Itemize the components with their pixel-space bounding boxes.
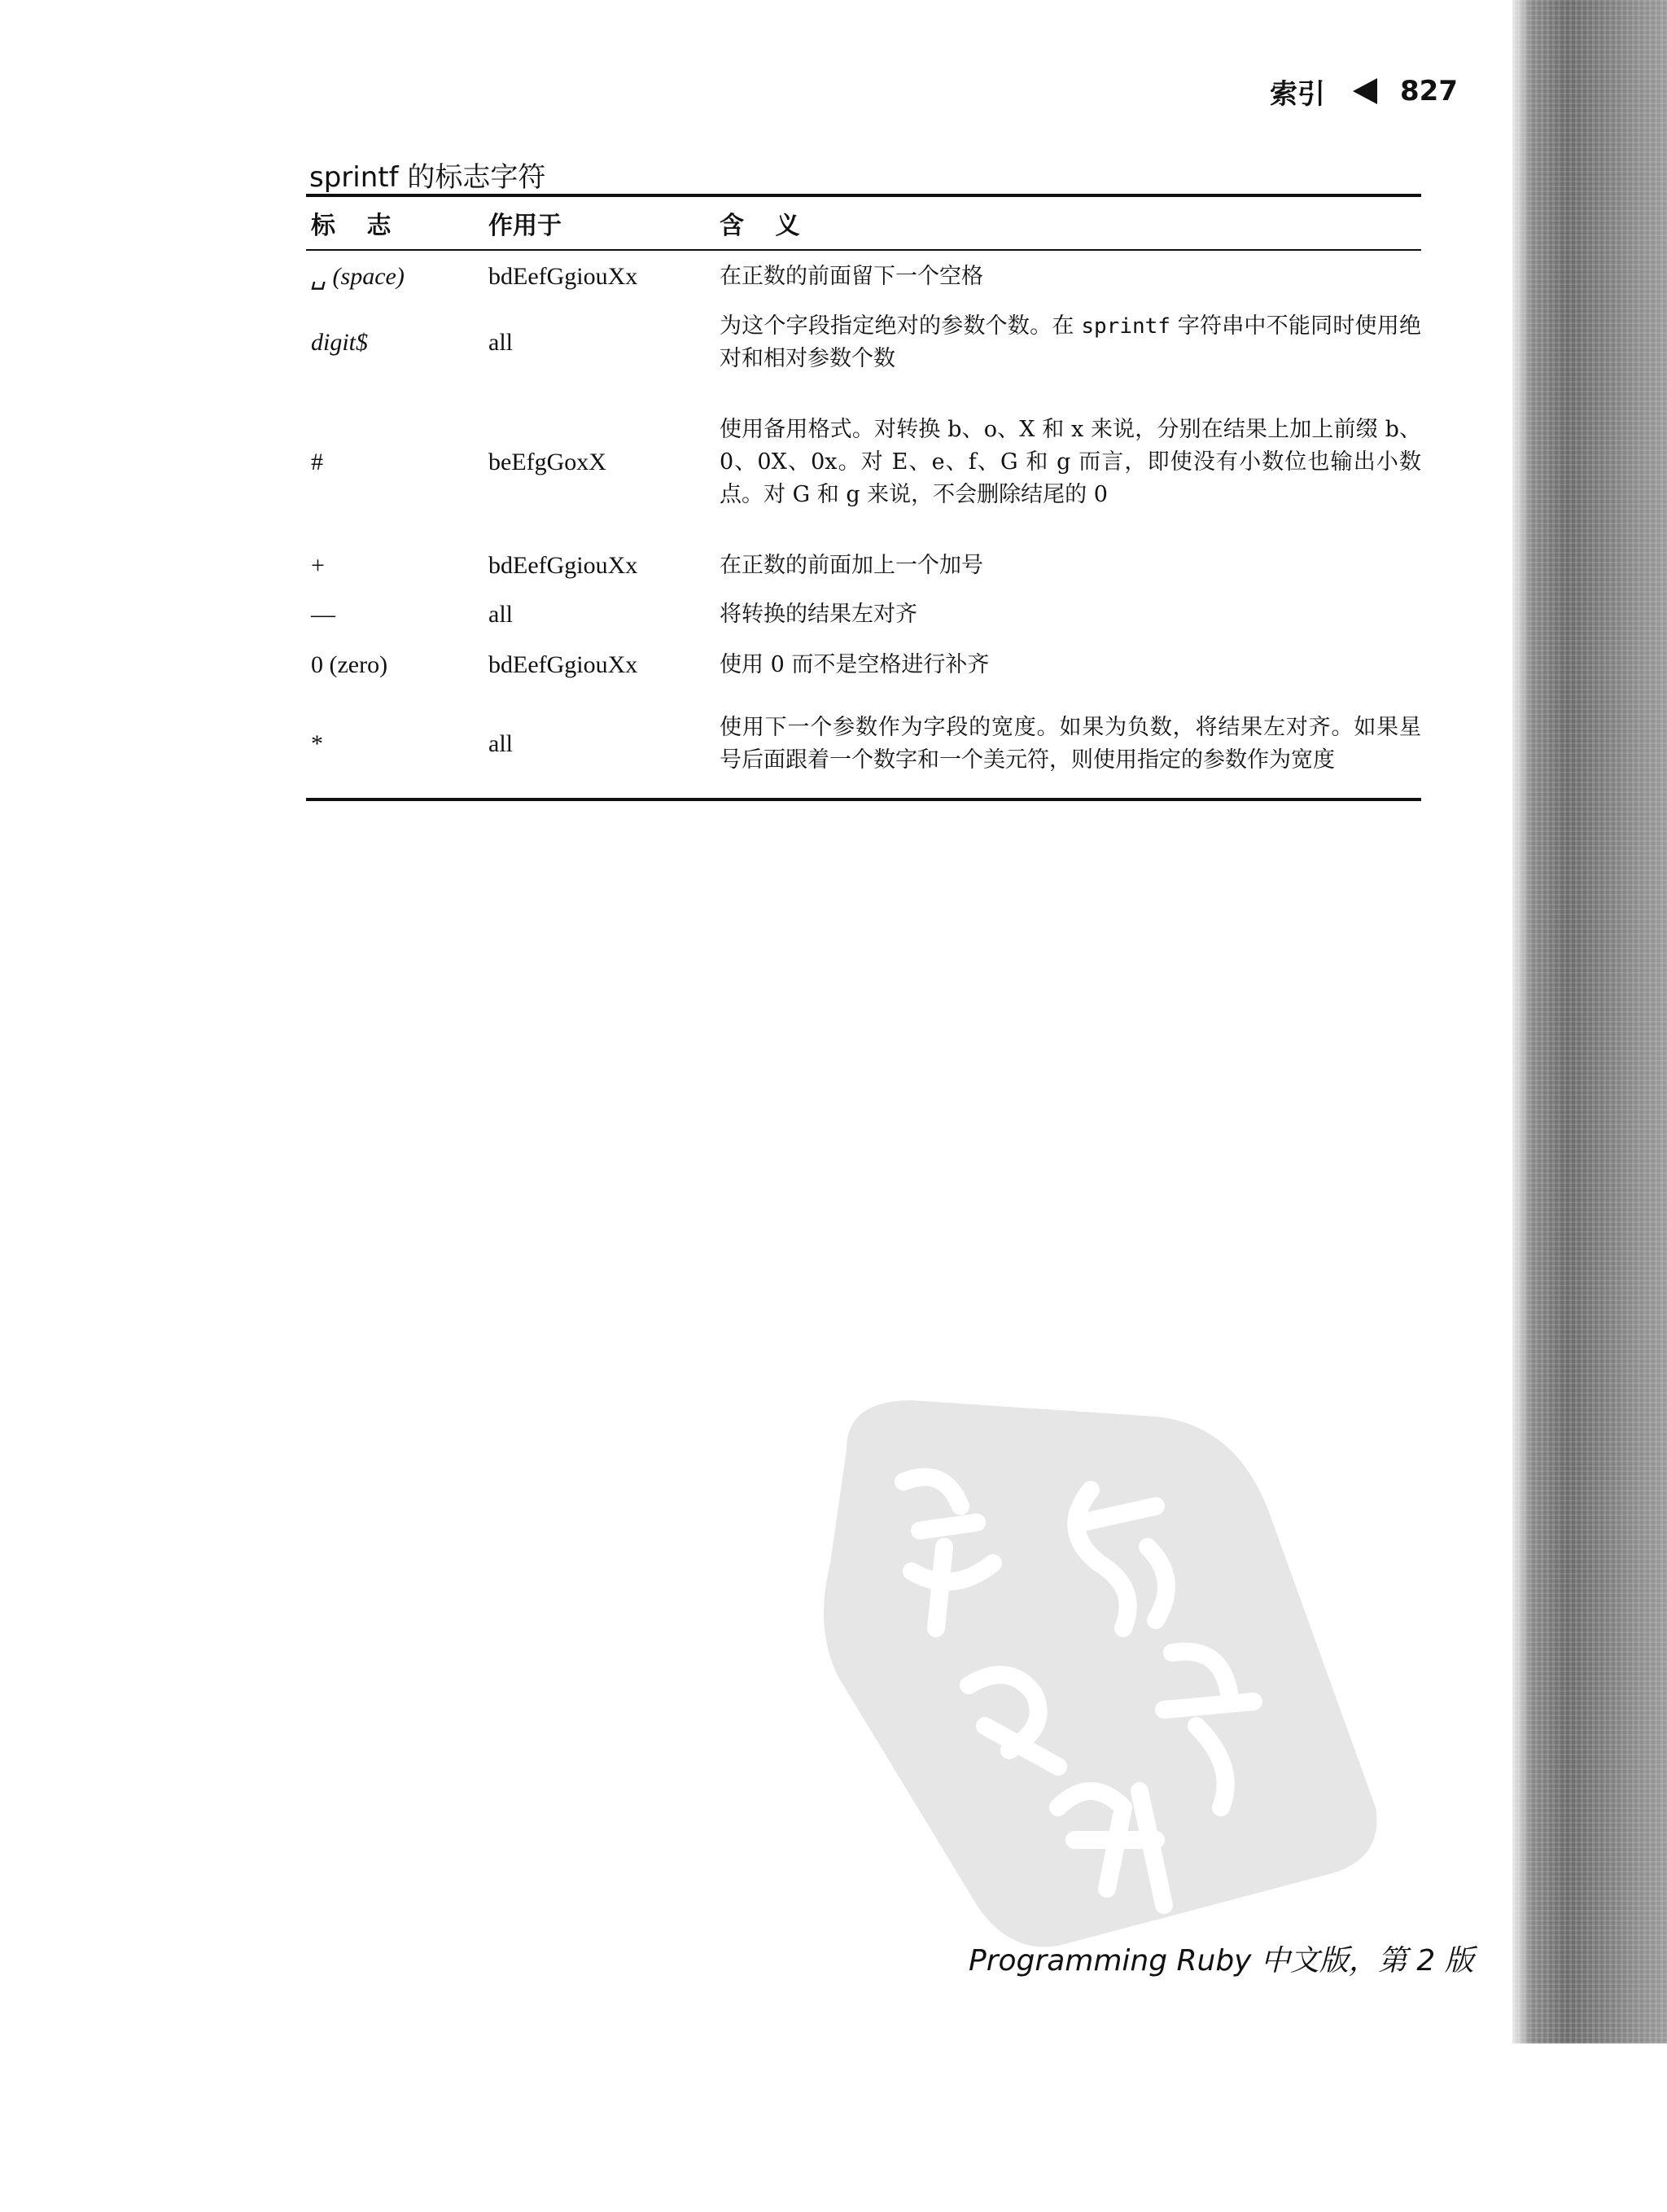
cell-meaning: 使用备用格式。对转换 b、o、X 和 x 来说，分别在结果上加上前缀 b、0、0X、0x。对 E、e、f、G 和 g 而言，即使没有小数位也输出小数点。对 G 和 g 来说，不会删除结尾的 0 (720, 417, 1421, 507)
table-row (306, 690, 1421, 798)
cell-applies-to: all (488, 329, 513, 356)
table-row (306, 542, 1421, 589)
page-footer: Programming Ruby 中文版，第 2 版 (969, 1944, 1474, 1978)
cell-applies-to: bdEefGgiouXx (488, 651, 638, 678)
cell-flag: digit$ (311, 329, 369, 356)
table-header-row (306, 197, 1421, 249)
cell-applies-to: bdEefGgiouXx (488, 552, 638, 579)
table-row (306, 640, 1421, 690)
cell-applies-to: all (488, 730, 513, 757)
page-number: 827 (1400, 75, 1458, 107)
scan-edge-fade (1498, 0, 1530, 2043)
cell-applies-to: bdEefGgiouXx (488, 263, 638, 290)
sprintf-flags-table (306, 194, 1421, 801)
cell-meaning: 将转换的结果左对齐 (720, 602, 917, 627)
header-flag: 标 志 (311, 212, 403, 240)
cell-applies-to: all (488, 601, 513, 628)
cell-applies-to: beEfgGoxX (488, 449, 606, 475)
cell-meaning (720, 310, 1421, 375)
running-head (1270, 72, 1458, 111)
cell-meaning-part-b: 字符串中不能同时使用绝对和相对参数个数 (720, 313, 1421, 371)
cell-flag: — (311, 601, 335, 628)
cell-flag: * (311, 730, 323, 757)
cell-flag: # (311, 449, 323, 475)
table-row (306, 303, 1421, 383)
header-meaning: 含 义 (720, 212, 812, 240)
cell-meaning-code: sprintf (1081, 314, 1170, 339)
cell-flag: ␣ (space) (311, 263, 405, 290)
cell-meaning: 在正数的前面加上一个加号 (720, 553, 983, 578)
cell-flag: + (311, 552, 325, 579)
table-caption: sprintf 的标志字符 (309, 161, 546, 194)
seal-watermark (814, 1384, 1384, 1954)
header-applies-to: 作用于 (488, 212, 562, 240)
scan-edge (1512, 0, 1667, 2043)
table-row (306, 589, 1421, 640)
section-title: 索引 (1270, 77, 1325, 111)
table-row (306, 383, 1421, 542)
cell-meaning: 在正数的前面留下一个空格 (720, 264, 983, 289)
cell-flag: 0 (zero) (311, 651, 388, 678)
left-arrow-icon (1353, 78, 1377, 104)
cell-meaning: 使用 0 而不是空格进行补齐 (720, 652, 990, 677)
cell-meaning-part-a: 为这个字段指定绝对的参数个数。在 (720, 313, 1082, 339)
table-bottom-rule (306, 798, 1421, 801)
table-row (306, 251, 1421, 303)
cell-meaning: 使用下一个参数作为字段的宽度。如果为负数，将结果左对齐。如果星号后面跟着一个数字和一个美元符，则使用指定的参数作为宽度 (720, 715, 1421, 773)
